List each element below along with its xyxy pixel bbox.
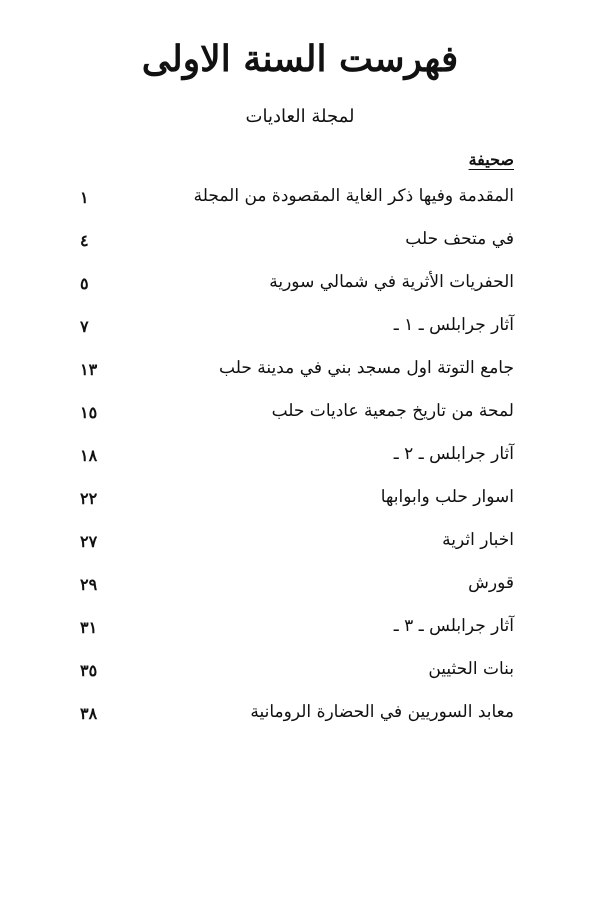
toc-row bbox=[0, 483, 600, 526]
toc-entry-title: آثار جرابلس ـ ١ ـ bbox=[393, 315, 514, 335]
page-column-label: صحيفة bbox=[468, 150, 514, 169]
page-title: فهرست السنة الاولى bbox=[141, 38, 459, 80]
toc-entry-page: ١٥ bbox=[80, 403, 98, 422]
toc-entry-page: ١٨ bbox=[80, 446, 98, 465]
toc-row bbox=[0, 698, 600, 741]
toc-entry-title: آثار جرابلس ـ ٣ ـ bbox=[393, 616, 514, 636]
toc-entry-page: ١٣ bbox=[80, 360, 98, 379]
toc-entry-title: المقدمة وفيها ذكر الغاية المقصودة من المجلة bbox=[193, 186, 514, 206]
toc-entry-page: ٤ bbox=[80, 231, 89, 250]
toc-row bbox=[0, 225, 600, 268]
toc-entry-page: ١ bbox=[80, 188, 89, 207]
toc-entry-page: ٣٨ bbox=[80, 704, 98, 723]
toc-entry-title: لمحة من تاريخ جمعية عاديات حلب bbox=[271, 401, 514, 421]
toc-entry-page: ٢٩ bbox=[80, 575, 98, 594]
toc-entry-title: الحفريات الأثرية في شمالي سورية bbox=[269, 272, 514, 292]
toc-entry-page: ٥ bbox=[80, 274, 89, 293]
toc-entry-title: معابد السوريين في الحضارة الرومانية bbox=[250, 702, 514, 722]
toc-row bbox=[0, 397, 600, 440]
toc-row bbox=[0, 311, 600, 354]
toc-entry-title: في متحف حلب bbox=[405, 229, 514, 249]
toc-row bbox=[0, 354, 600, 397]
toc-entry-title: اخبار اثرية bbox=[442, 530, 514, 550]
toc-row bbox=[0, 526, 600, 569]
toc-row bbox=[0, 268, 600, 311]
toc-row bbox=[0, 612, 600, 655]
toc-entry-page: ٣١ bbox=[80, 618, 98, 637]
toc-row bbox=[0, 655, 600, 698]
page-subtitle: لمجلة العاديات bbox=[245, 106, 355, 127]
toc-entry-title: آثار جرابلس ـ ٢ ـ bbox=[393, 444, 514, 464]
toc-row bbox=[0, 569, 600, 612]
toc-entry-page: ٢٢ bbox=[80, 489, 98, 508]
toc-entry-title: بنات الحثيين bbox=[428, 659, 514, 679]
toc-list bbox=[0, 182, 600, 741]
toc-entry-title: اسوار حلب وابوابها bbox=[380, 487, 514, 507]
toc-entry-title: قورش bbox=[468, 573, 514, 593]
toc-entry-page: ٣٥ bbox=[80, 661, 98, 680]
toc-entry-page: ٢٧ bbox=[80, 532, 98, 551]
toc-entry-title: جامع التوتة اول مسجد بني في مدينة حلب bbox=[219, 358, 514, 378]
toc-row bbox=[0, 440, 600, 483]
toc-entry-page: ٧ bbox=[80, 317, 89, 336]
toc-row bbox=[0, 182, 600, 225]
